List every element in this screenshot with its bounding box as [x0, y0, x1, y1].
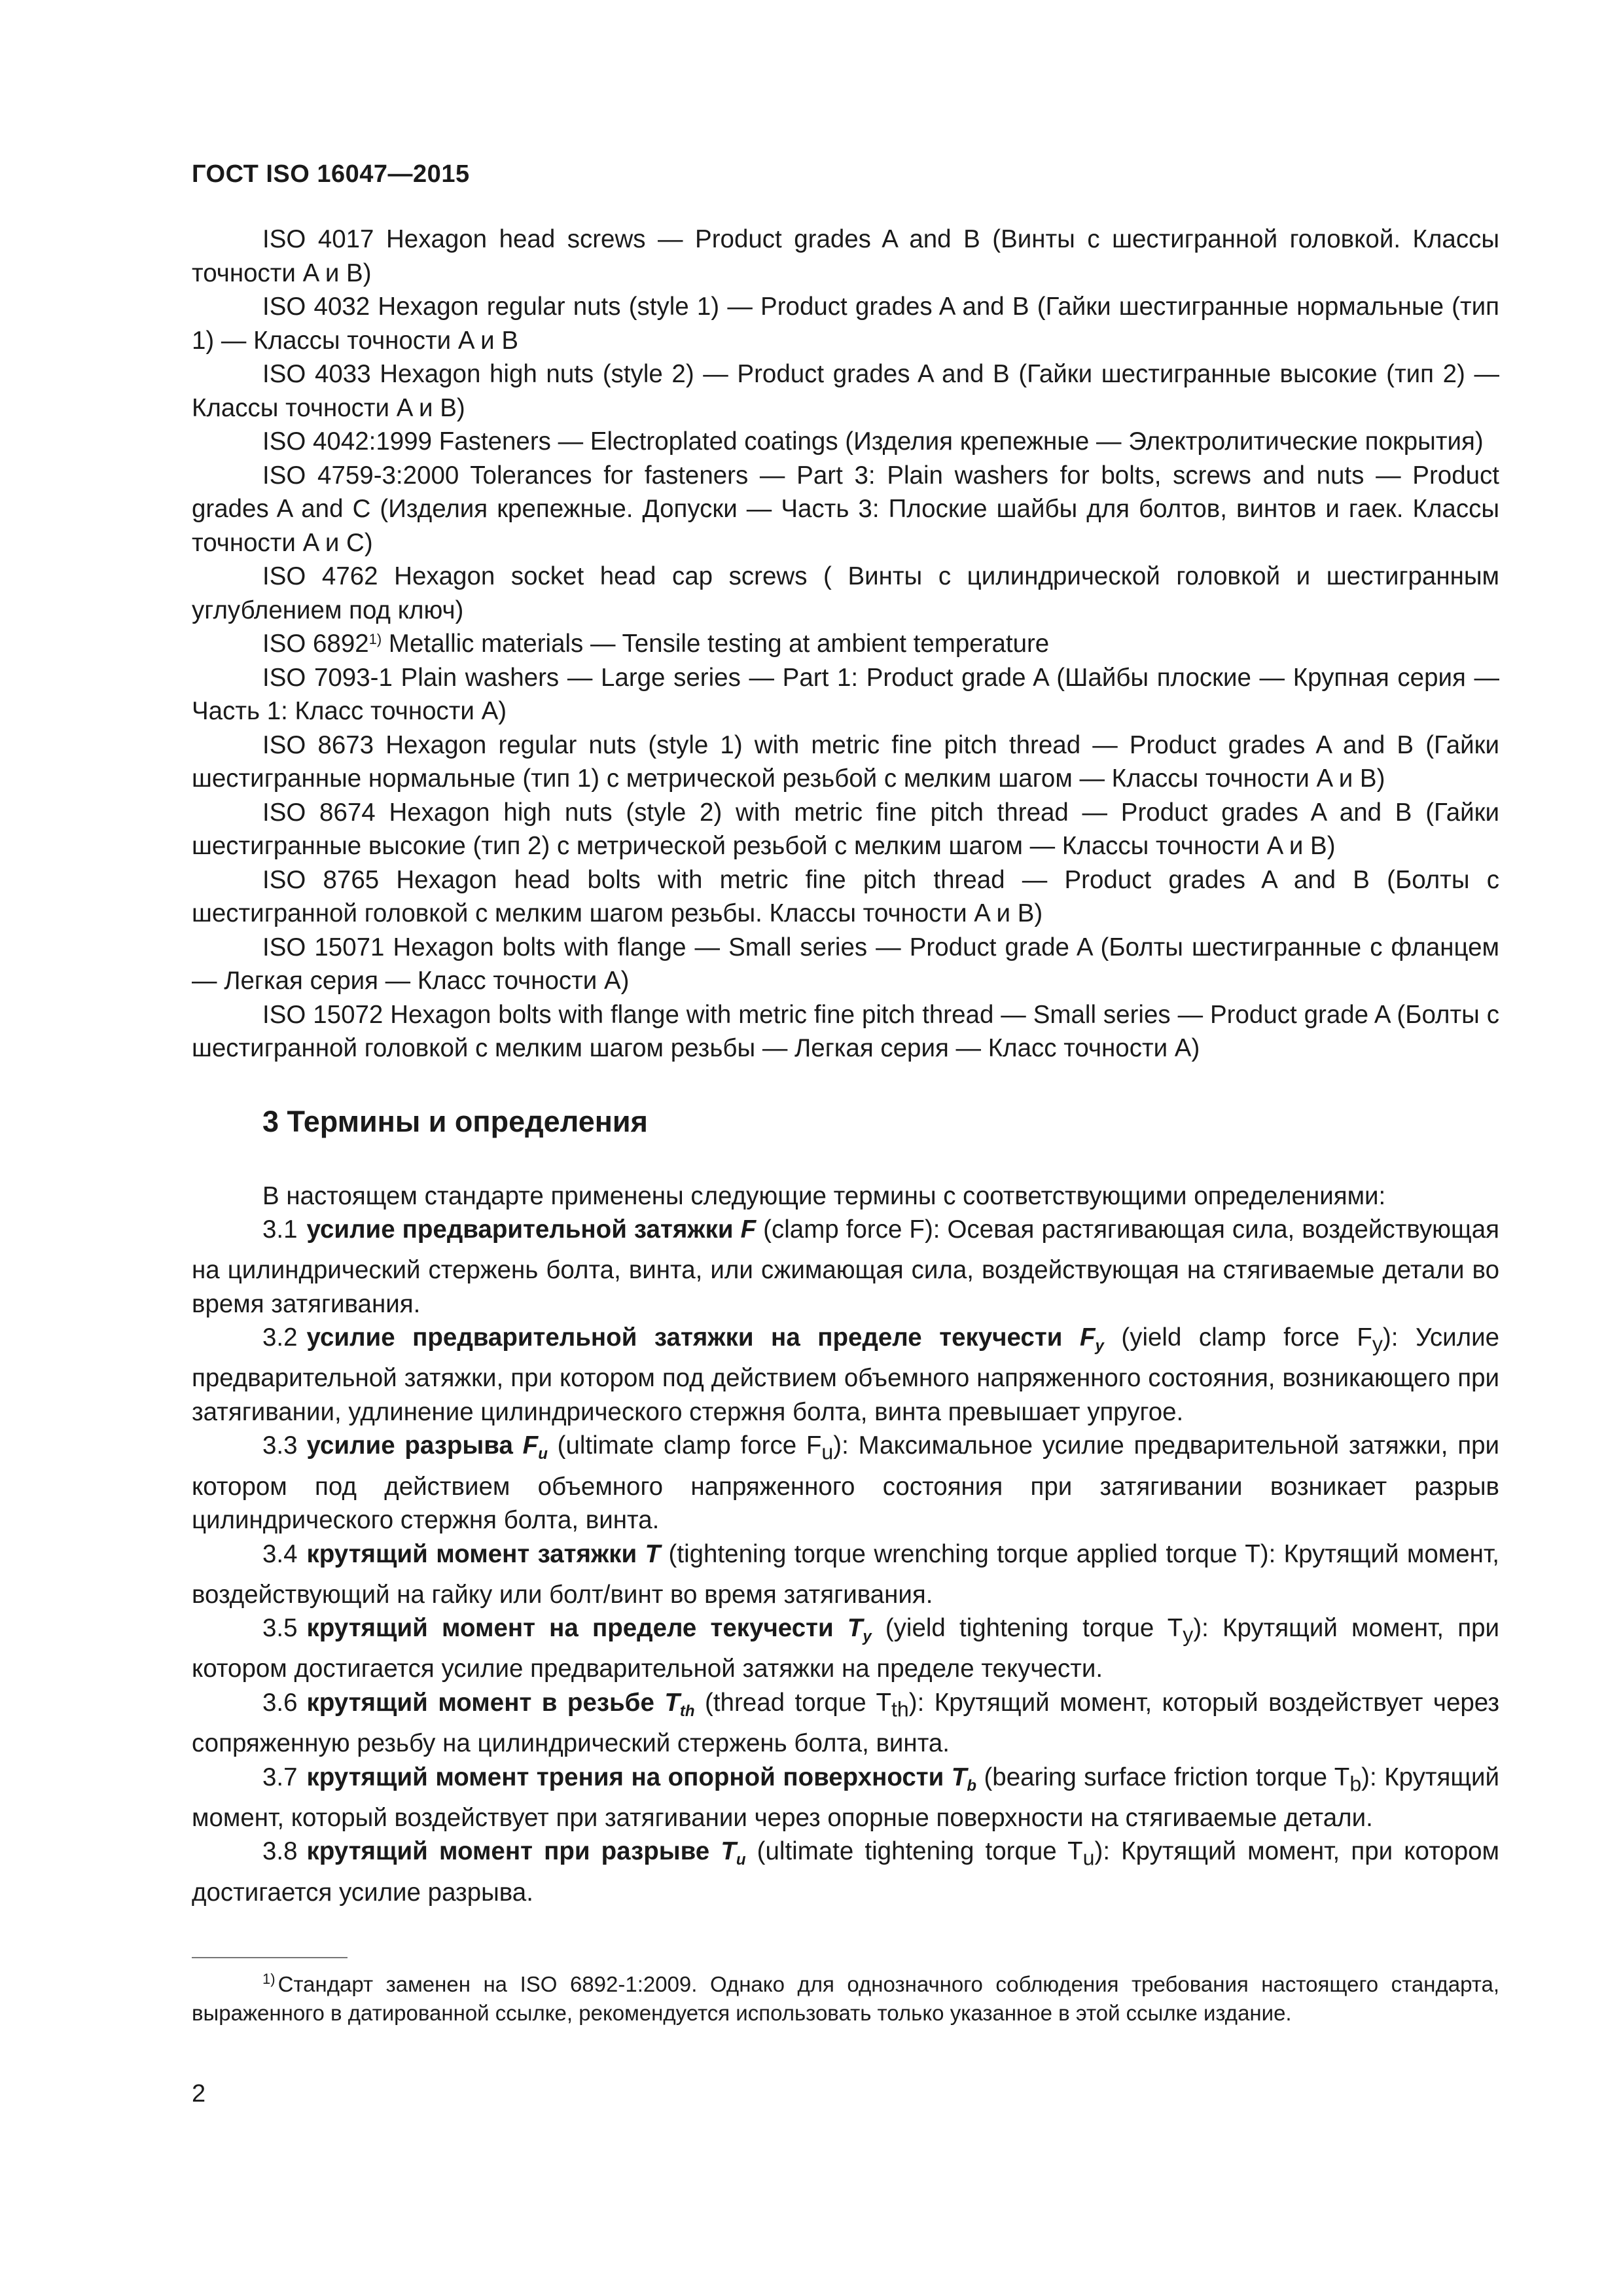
- reference-item: ISO 8673 Hexagon regular nuts (style 1) with metric fine pitch thread — Product grades A and B (Гайки шестигранные нормальные (тип 1) с метрической резьбой с мелким шагом — Классы точности A и B): [192, 730, 1499, 793]
- term-symbol: F: [740, 1215, 757, 1244]
- reference-prefix: ISO 6892: [262, 630, 369, 658]
- footnote: [192, 1970, 1499, 2028]
- footnote-divider: [192, 1957, 348, 1958]
- term-definition: [192, 1537, 1499, 1612]
- footnote-text: Стандарт заменен на ISO 6892-1:2009. Однако для однозначного соблюдения требования настоящего стандарта, выраженного в датированной ссылке, рекомендуется использовать только указанное в этой ссылке издание.: [192, 1972, 1499, 2025]
- term-number: 3.5: [262, 1614, 298, 1643]
- reference-item: ISO 4042:1999 Fasteners — Electroplated coatings (Изделия крепежные — Электролитические покрытия): [262, 427, 1484, 456]
- normative-references: [192, 223, 1499, 1066]
- term-text: Крутящий момент, при котором достигается усилие предварительной затяжки на пределе текучести.: [192, 1614, 1500, 1683]
- terms-list: [192, 1213, 1499, 1909]
- term-name: крутящий момент в резьбе: [306, 1688, 654, 1717]
- term-text: Крутящий момент, воздействующий на гайку или болт/винт во время затягивания.: [192, 1539, 1499, 1609]
- term-name: крутящий момент затяжки: [306, 1539, 637, 1568]
- term-symbol: T: [645, 1539, 661, 1568]
- term-english: (thread torque $T_{th}$):: [694, 1688, 935, 1721]
- term-definition: [192, 1213, 1499, 1321]
- reference-item: ISO 4032 Hexagon regular nuts (style 1) — Product grades A and B (Гайки шестигранные нормальные (тип 1) — Классы точности A и B: [192, 293, 1499, 355]
- section-heading: 3 Термины и определения: [262, 1104, 648, 1138]
- reference-item: ISO 4762 Hexagon socket head cap screws ( Винты с цилиндрической головкой и шестигранным углублением под ключ): [192, 562, 1499, 624]
- reference-item: ISO 4033 Hexagon high nuts (style 2) — Product grades A and B (Гайки шестигранные высокие (тип 2) — Классы точности A и B): [192, 360, 1499, 422]
- term-text: Осевая растягивающая сила, воздействующая на цилиндрический стержень болта, винта, или сжимающая сила, воздействующая на стягиваемые детали во время затягивания.: [192, 1215, 1499, 1318]
- term-text: Крутящий момент, который воздействует через сопряженную резьбу на цилиндрический стержень болта, винта.: [192, 1688, 1500, 1758]
- term-number: 3.4: [262, 1539, 298, 1568]
- term-english: (tightening torque wrenching torque applied torque T):: [660, 1539, 1284, 1568]
- term-name: крутящий момент трения на опорной поверхности: [306, 1763, 944, 1791]
- term-english: (bearing surface friction torque $T_b$):: [976, 1763, 1385, 1796]
- reference-rest: Metallic materials — Tensile testing at ambient temperature: [382, 630, 1050, 658]
- term-symbol: $T_u$: [721, 1837, 746, 1869]
- reference-item: ISO 15072 Hexagon bolts with flange with metric fine pitch thread — Small series — Product grade A (Болты с шестигранной головкой с мелким шагом резьбы — Легкая серия — Класс точности A): [192, 1000, 1499, 1062]
- term-name: усилие разрыва: [306, 1431, 513, 1460]
- term-definition: [192, 1429, 1499, 1537]
- page-content: [192, 223, 1499, 1909]
- page-number: 2: [192, 2080, 206, 2108]
- reference-item: ISO 8765 Hexagon head bolts with metric fine pitch thread — Product grades A and B (Болты с шестигранной головкой с мелким шагом резьбы. Классы точности A и B): [192, 865, 1499, 927]
- term-number: 3.2: [262, 1323, 298, 1352]
- term-name: крутящий момент при разрыве: [306, 1837, 710, 1866]
- term-english: (ultimate tightening torque $T_u$):: [745, 1837, 1122, 1870]
- document-header: ГОСТ ISO 16047—2015: [192, 160, 470, 188]
- term-english: (clamp force F):: [756, 1215, 948, 1244]
- reference-item: ISO 8674 Hexagon high nuts (style 2) with metric fine pitch thread — Product grades A and B (Гайки шестигранные высокие (тип 2) с метрической резьбой с мелким шагом — Классы точности A и B): [192, 798, 1499, 860]
- term-definition: [192, 1686, 1499, 1761]
- term-symbol: $T_{th}$: [664, 1688, 695, 1720]
- term-number: 3.8: [262, 1837, 298, 1866]
- term-text: Усилие предварительной затяжки, при котором под действием объемного напряженного состояния, возникающего при затягивании, удлинение цилиндрического стержня болта, винта превышает упругое.: [192, 1323, 1499, 1426]
- term-number: 3.7: [262, 1763, 298, 1791]
- term-text: Максимальное усилие предварительной затяжки, при котором под действием объемного напряженного состояния при затягивании возникает разрыв цилиндрического стержня болта, винта.: [192, 1431, 1499, 1535]
- term-number: 3.3: [262, 1431, 298, 1460]
- term-number: 3.1: [262, 1215, 298, 1244]
- footnote-mark: 1): [368, 631, 382, 647]
- term-definition: [192, 1761, 1499, 1835]
- reference-item: ISO 4017 Hexagon head screws — Product grades A and B (Винты с шестигранной головкой. Классы точности A и B): [192, 225, 1499, 287]
- footnote-mark: 1): [262, 1971, 276, 1987]
- term-english: (ultimate clamp force $F_u$):: [547, 1431, 859, 1465]
- term-definition: [192, 1611, 1499, 1686]
- term-symbol: $F_y$: [1079, 1323, 1104, 1355]
- term-name: крутящий момент на пределе текучести: [306, 1614, 834, 1643]
- term-name: усилие предварительной затяжки: [306, 1215, 734, 1244]
- term-text: Крутящий момент, при котором достигается усилие разрыва.: [192, 1837, 1499, 1907]
- term-number: 3.6: [262, 1688, 298, 1717]
- term-definition: [192, 1835, 1499, 1909]
- term-symbol: $T_y$: [847, 1614, 872, 1646]
- term-symbol: $F_u$: [522, 1431, 548, 1463]
- term-english: (yield clamp force $F_y$):: [1103, 1323, 1416, 1356]
- reference-item: ISO 15071 Hexagon bolts with flange — Small series — Product grade A (Болты шестигранные с фланцем — Легкая серия — Класс точности A): [192, 933, 1499, 995]
- reference-item: ISO 4759-3:2000 Tolerances for fasteners — Part 3: Plain washers for bolts, screws and nuts — Product grades A and C (Изделия крепежные. Допуски — Часть 3: Плоские шайбы для болтов, винтов и гаек. Классы точности A и C): [192, 461, 1499, 557]
- term-english: (yield tightening torque $T_y$):: [871, 1614, 1223, 1647]
- reference-item: [192, 627, 1499, 661]
- reference-item: ISO 7093-1 Plain washers — Large series — Part 1: Product grade A (Шайбы плоские — Крупная серия — Часть 1: Класс точности A): [192, 663, 1499, 725]
- term-definition: [192, 1321, 1499, 1429]
- section-intro: В настоящем стандарте применены следующие термины с соответствующими определениями:: [262, 1181, 1386, 1210]
- term-text: Крутящий момент, который воздействует при затягивании через опорные поверхности на стягиваемые детали.: [192, 1763, 1500, 1832]
- term-name: усилие предварительной затяжки на пределе текучести: [306, 1323, 1063, 1352]
- term-symbol: $T_b$: [951, 1763, 976, 1795]
